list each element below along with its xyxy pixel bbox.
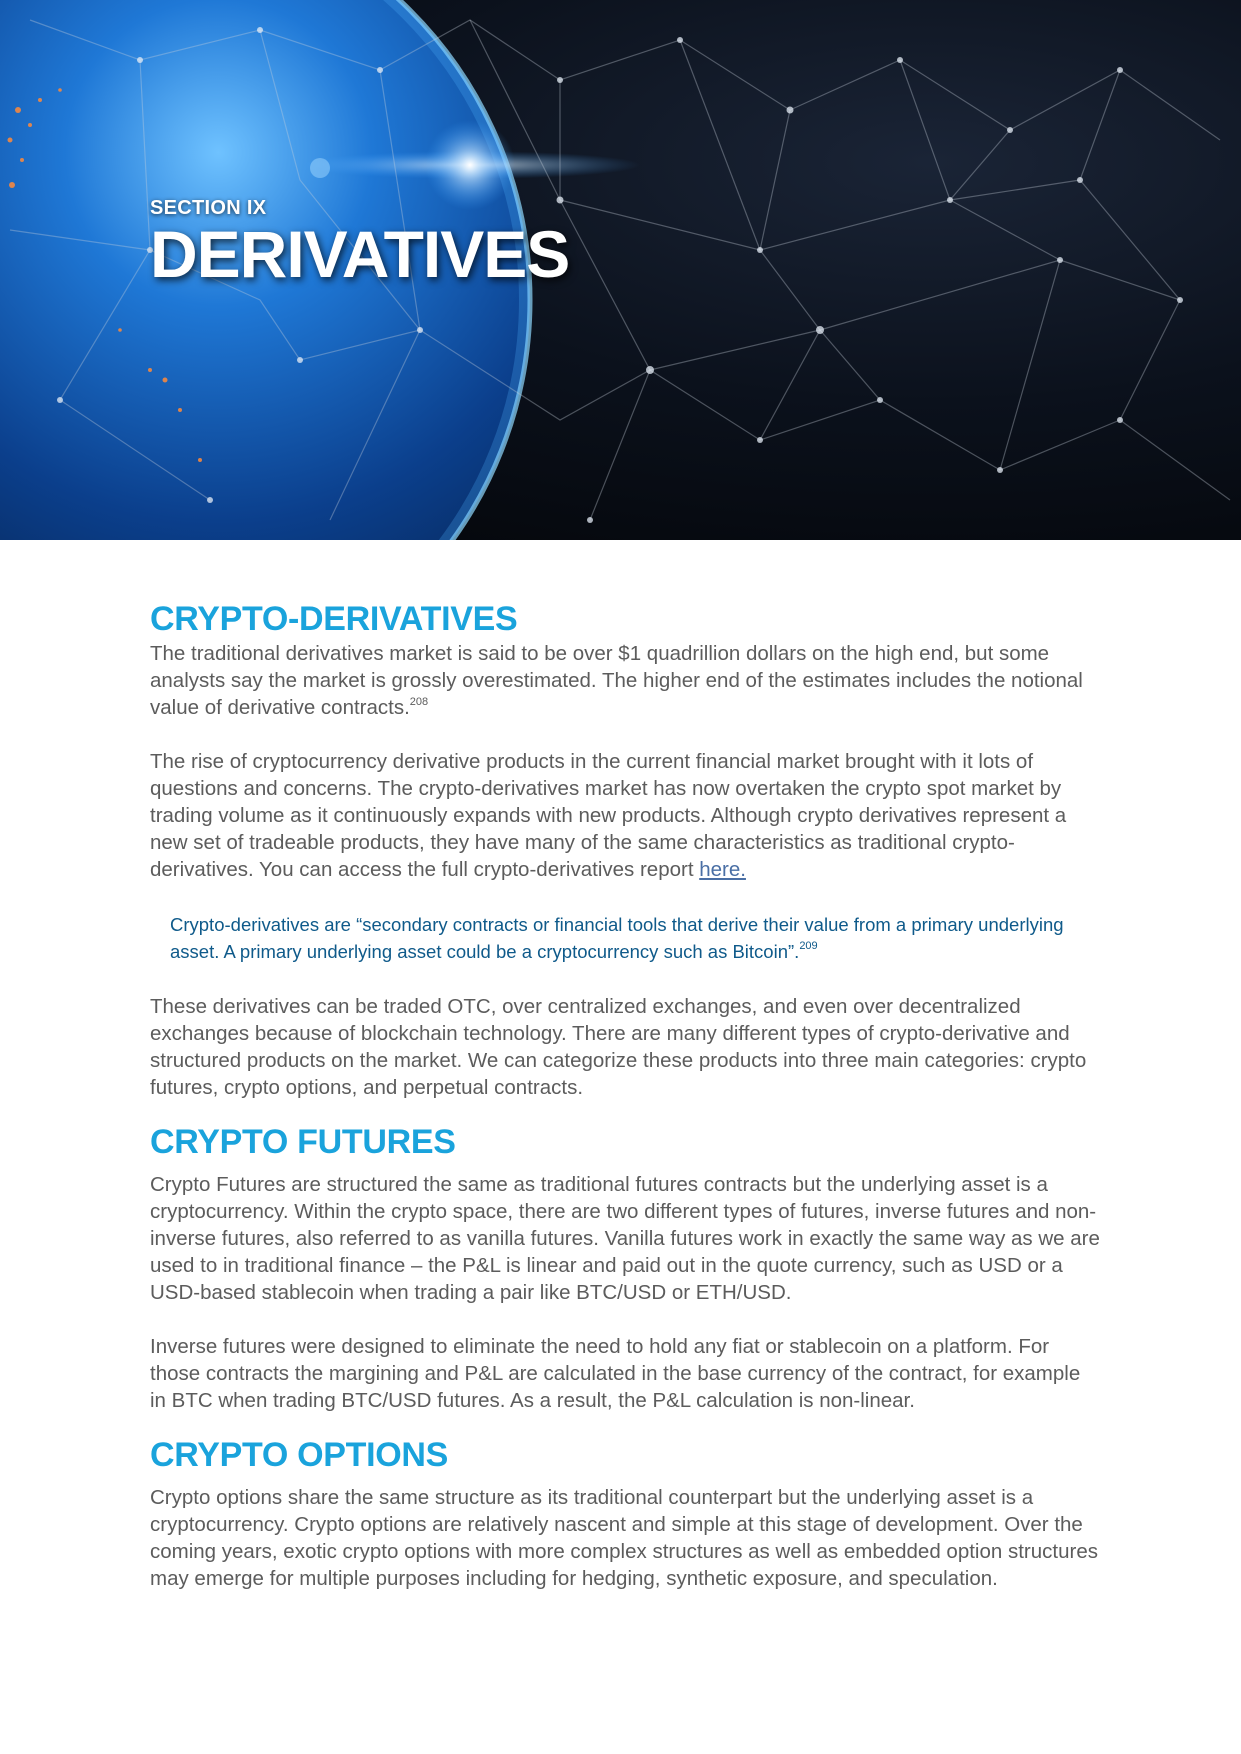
footnote-ref: 209 <box>799 940 818 952</box>
heading-crypto-derivatives: CRYPTO-DERIVATIVES <box>150 600 518 638</box>
section-label: SECTION IX <box>150 197 267 219</box>
paragraph: Inverse futures were designed to eliminate the need to hold any fiat or stablecoin on a platform. For those contracts the margining and P&L are calculated in the base currency of the contract, for example in BTC when trading BTC/USD futures. As a result, the P&L calculation is non-linear. <box>150 1335 1081 1412</box>
heading-crypto-futures: CRYPTO FUTURES <box>150 1123 456 1161</box>
hero-banner <box>0 0 1241 540</box>
paragraph: Crypto options share the same structure as its traditional counterpart but the underlying asset is a cryptocurrency. Crypto options are relatively nascent and simple at this stage of development. Over the coming years, exotic crypto options with more complex structures as well as embedded option structures may emerge for multiple purposes including for hedging, synthetic exposure, and speculation. <box>150 1486 1098 1590</box>
definition-quote <box>170 911 1070 965</box>
section-title: DERIVATIVES <box>150 217 570 291</box>
paragraph: Crypto Futures are structured the same as traditional futures contracts but the underlying asset is a cryptocurrency. Within the crypto space, there are two different types of futures, inverse futures and non-inverse futures, also referred to as vanilla futures. Vanilla futures work in exactly the same way as we are used to in traditional finance – the P&L is linear and paid out in the quote currency, such as USD or a USD-based stablecoin when trading a pair like BTC/USD or ETH/USD. <box>150 1173 1100 1304</box>
hero-text-block <box>150 196 570 291</box>
paragraph <box>150 748 1100 883</box>
heading-crypto-options: CRYPTO OPTIONS <box>150 1436 449 1474</box>
paragraph <box>150 640 1100 721</box>
paragraph: These derivatives can be traded OTC, over centralized exchanges, and even over decentralized exchanges because of blockchain technology. There are many different types of crypto-derivative and structured products on the market. We can categorize these products into three main categories: crypto futures, crypto options, and perpetual contracts. <box>150 995 1087 1099</box>
quote-text: Crypto-derivatives are “secondary contracts or financial tools that derive their value from a primary underlying asset. A primary underlying asset could be a cryptocurrency such as Bitcoin”. <box>170 914 1064 962</box>
paragraph-text: The rise of cryptocurrency derivative products in the current financial market brought with it lots of questions and concerns. The crypto-derivatives market has now overtaken the crypto spot market by trading volume as it continuously expands with new products. Although crypto derivatives represent a new set of tradeable products, they have many of the same characteristics as traditional crypto-derivatives. You can access the full crypto-derivatives report <box>150 750 1067 881</box>
report-link[interactable]: here. <box>699 858 746 881</box>
paragraph-text: The traditional derivatives market is said to be over $1 quadrillion dollars on the high end, but some analysts say the market is grossly overestimated. The higher end of the estimates includes the notional value of derivative contracts. <box>150 642 1083 719</box>
footnote-ref: 208 <box>409 696 429 708</box>
article-body <box>150 598 1100 1592</box>
